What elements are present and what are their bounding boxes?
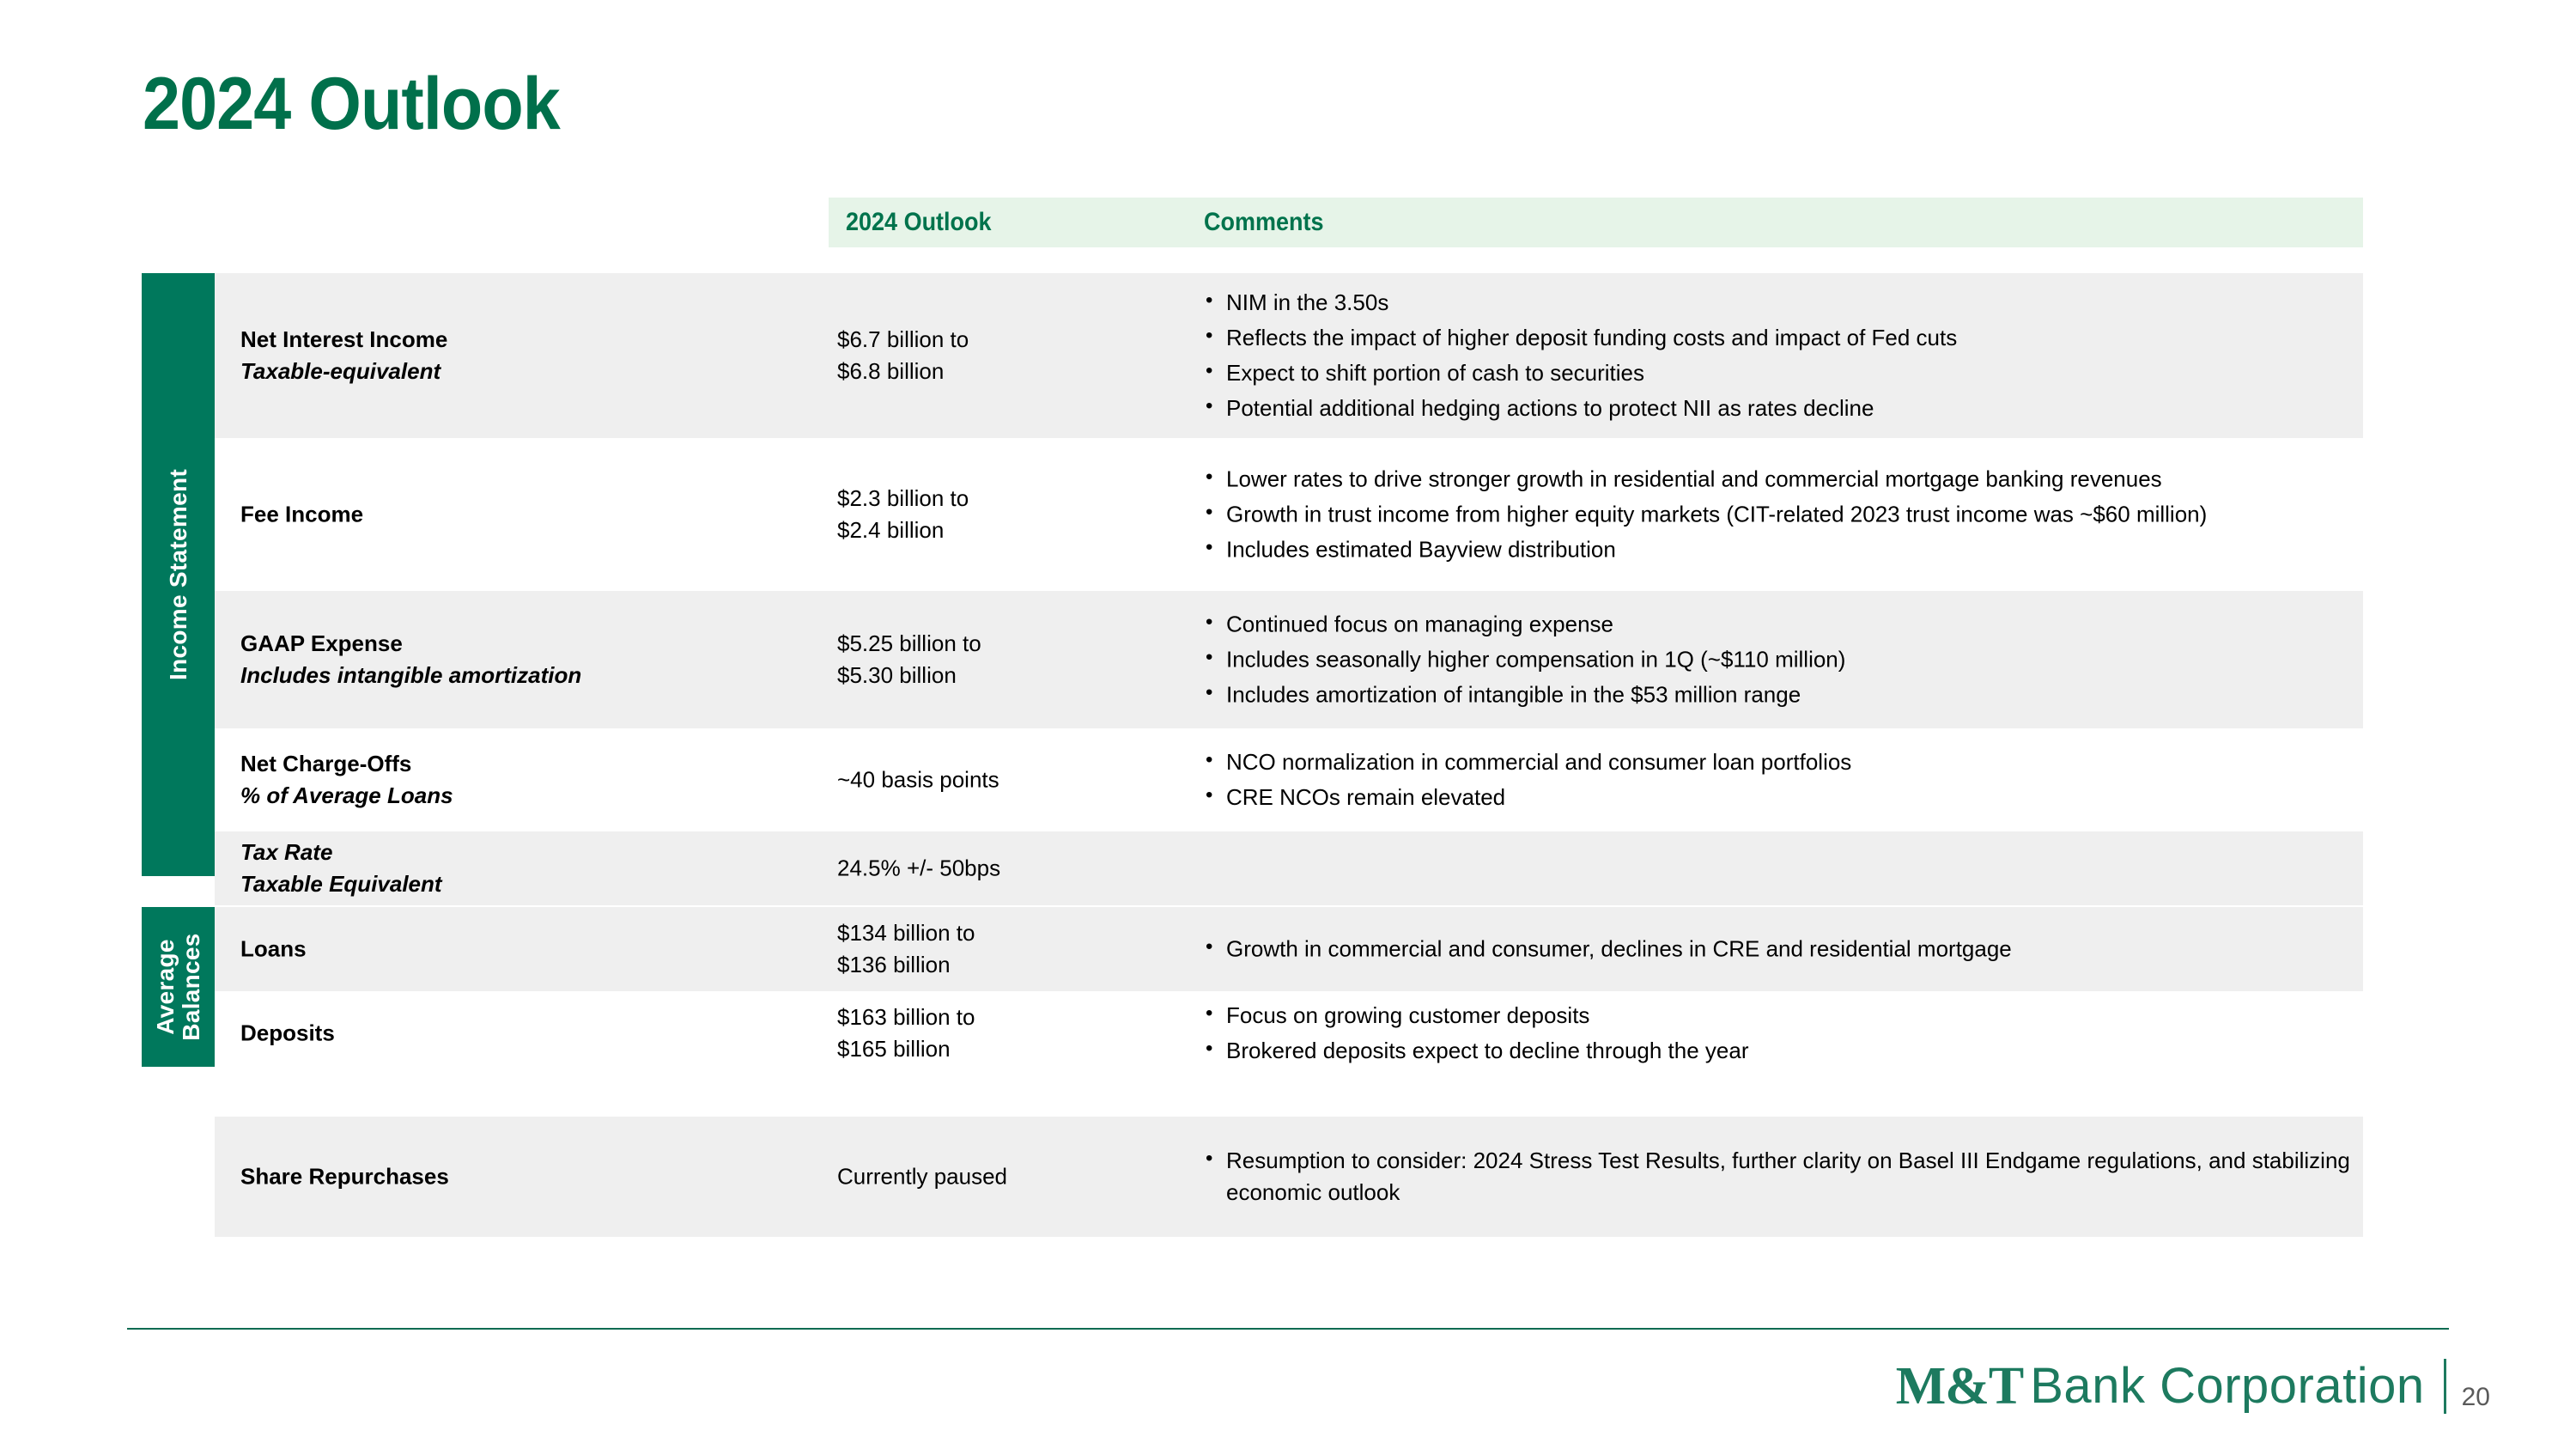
column-header-outlook: 2024 Outlook — [846, 208, 992, 236]
row-outlook-cell — [837, 628, 1181, 691]
row-outlook-line: $6.7 billion to — [837, 326, 969, 353]
table-row — [215, 728, 2363, 831]
section-label: Income Statement — [164, 469, 191, 680]
row-label-secondary: Taxable-equivalent — [240, 358, 441, 384]
table-row — [215, 438, 2363, 591]
row-outlook-cell — [837, 917, 1181, 981]
comment-item: • NCO normalization in commercial and consumer loan portfolios — [1204, 746, 2432, 778]
row-label-secondary: Includes intangible amortization — [240, 662, 582, 688]
comment-list — [1204, 287, 2432, 424]
row-outlook-line: $2.4 billion — [837, 517, 945, 543]
page-title: 2024 Outlook — [143, 63, 560, 145]
row-comments-cell — [1204, 1145, 2432, 1209]
column-header-comments: Comments — [1204, 208, 1324, 236]
row-outlook-cell — [837, 483, 1181, 546]
comment-item: • Growth in commercial and consumer, declines in CRE and residential mortgage — [1204, 934, 2432, 965]
footer-divider — [127, 1328, 2449, 1330]
comment-item: • Resumption to consider: 2024 Stress Test Results, further clarity on Basel III Endgame regulations, and stabilizing economic outlook — [1204, 1145, 2432, 1209]
row-label-primary: Loans — [240, 935, 307, 962]
section-bar-average-balances — [142, 907, 215, 1067]
table-row — [215, 273, 2363, 438]
row-label-primary: Tax Rate — [240, 839, 333, 866]
row-outlook-line: $136 billion — [837, 952, 951, 977]
row-comments-cell — [1204, 746, 2432, 813]
row-label-cell — [240, 499, 833, 531]
row-label-primary: Net Interest Income — [240, 326, 448, 353]
row-label-primary: GAAP Expense — [240, 630, 403, 657]
table-column-header — [829, 198, 2363, 247]
comment-item: • Lower rates to drive stronger growth in residential and commercial mortgage banking revenues — [1204, 464, 2432, 496]
comment-item: • Expect to shift portion of cash to securities — [1204, 357, 2432, 389]
comment-item: • Reflects the impact of higher deposit funding costs and impact of Fed cuts — [1204, 322, 2432, 354]
row-outlook-line: $2.3 billion to — [837, 485, 969, 512]
comment-item: • Potential additional hedging actions to protect NII as rates decline — [1204, 393, 2432, 424]
comment-item: • Focus on growing customer deposits — [1204, 1000, 2432, 1032]
row-comments-cell — [1204, 464, 2432, 566]
comment-item: • Growth in trust income from higher equity markets (CIT-related 2023 trust income was ~$60 million) — [1204, 499, 2432, 531]
row-label-primary: Net Charge-Offs — [240, 751, 412, 777]
table-row — [215, 991, 2363, 1075]
section-label — [152, 933, 204, 1040]
row-label-cell — [240, 1161, 833, 1193]
row-comments-cell — [1204, 934, 2432, 965]
brand-divider — [2444, 1359, 2446, 1414]
row-outlook-line: $163 billion to — [837, 1004, 975, 1031]
row-outlook-line: $5.25 billion to — [837, 630, 981, 657]
comment-item: • Includes seasonally higher compensation in 1Q (~$110 million) — [1204, 644, 2432, 676]
comment-list — [1204, 609, 2432, 711]
row-outlook-cell — [837, 853, 1181, 885]
table-row — [215, 907, 2363, 991]
table-row — [215, 831, 2363, 905]
row-outlook-line: $6.8 billion — [837, 358, 945, 384]
table-row — [215, 591, 2363, 728]
comment-list — [1204, 464, 2432, 566]
row-outlook-line: 24.5% +/- 50bps — [837, 855, 1001, 881]
comment-item: • Brokered deposits expect to decline through the year — [1204, 1035, 2432, 1067]
comment-list — [1204, 1145, 2432, 1209]
brand-name: Bank Corporation — [2030, 1358, 2425, 1414]
row-comments-cell — [1204, 287, 2432, 424]
row-outlook-line: $165 billion — [837, 1036, 951, 1062]
page-number: 20 — [2461, 1383, 2490, 1411]
row-label-primary: Fee Income — [240, 501, 364, 527]
row-outlook-line: Currently paused — [837, 1163, 1007, 1190]
comment-item: • Includes amortization of intangible in the $53 million range — [1204, 679, 2432, 710]
row-comments-cell — [1204, 1000, 2432, 1067]
row-label-cell — [240, 837, 833, 900]
comment-list — [1204, 934, 2432, 965]
row-label-cell — [240, 628, 833, 691]
table-row — [215, 1117, 2363, 1237]
row-outlook-cell — [837, 1161, 1181, 1193]
section-label-line: Balances — [177, 933, 204, 1041]
comment-item: • Continued focus on managing expense — [1204, 609, 2432, 641]
comment-item: • CRE NCOs remain elevated — [1204, 782, 2432, 813]
comment-list — [1204, 746, 2432, 813]
comment-item: • Includes estimated Bayview distribution — [1204, 533, 2432, 565]
section-bar-income-statement — [142, 273, 215, 876]
row-outlook-cell — [837, 324, 1181, 387]
row-outlook-cell — [837, 1002, 1181, 1065]
row-label-cell — [240, 748, 833, 812]
row-label-cell — [240, 324, 833, 387]
row-label-secondary: % of Average Loans — [240, 782, 453, 808]
brand-logo — [1896, 1357, 2490, 1416]
brand-mt-mark: M&T — [1895, 1357, 2024, 1416]
row-comments-cell — [1204, 609, 2432, 711]
row-outlook-cell — [837, 764, 1181, 796]
row-label-cell — [240, 934, 833, 965]
comment-list — [1204, 1000, 2432, 1067]
section-label-line: Average — [151, 939, 179, 1035]
row-outlook-line: $134 billion to — [837, 920, 975, 947]
row-label-primary: Share Repurchases — [240, 1163, 449, 1190]
row-label-cell — [240, 1018, 833, 1050]
row-label-secondary: Taxable Equivalent — [240, 871, 442, 897]
row-label-primary: Deposits — [240, 1020, 335, 1046]
row-outlook-line: ~40 basis points — [837, 766, 999, 793]
comment-item: • NIM in the 3.50s — [1204, 287, 2432, 319]
row-outlook-line: $5.30 billion — [837, 662, 957, 688]
